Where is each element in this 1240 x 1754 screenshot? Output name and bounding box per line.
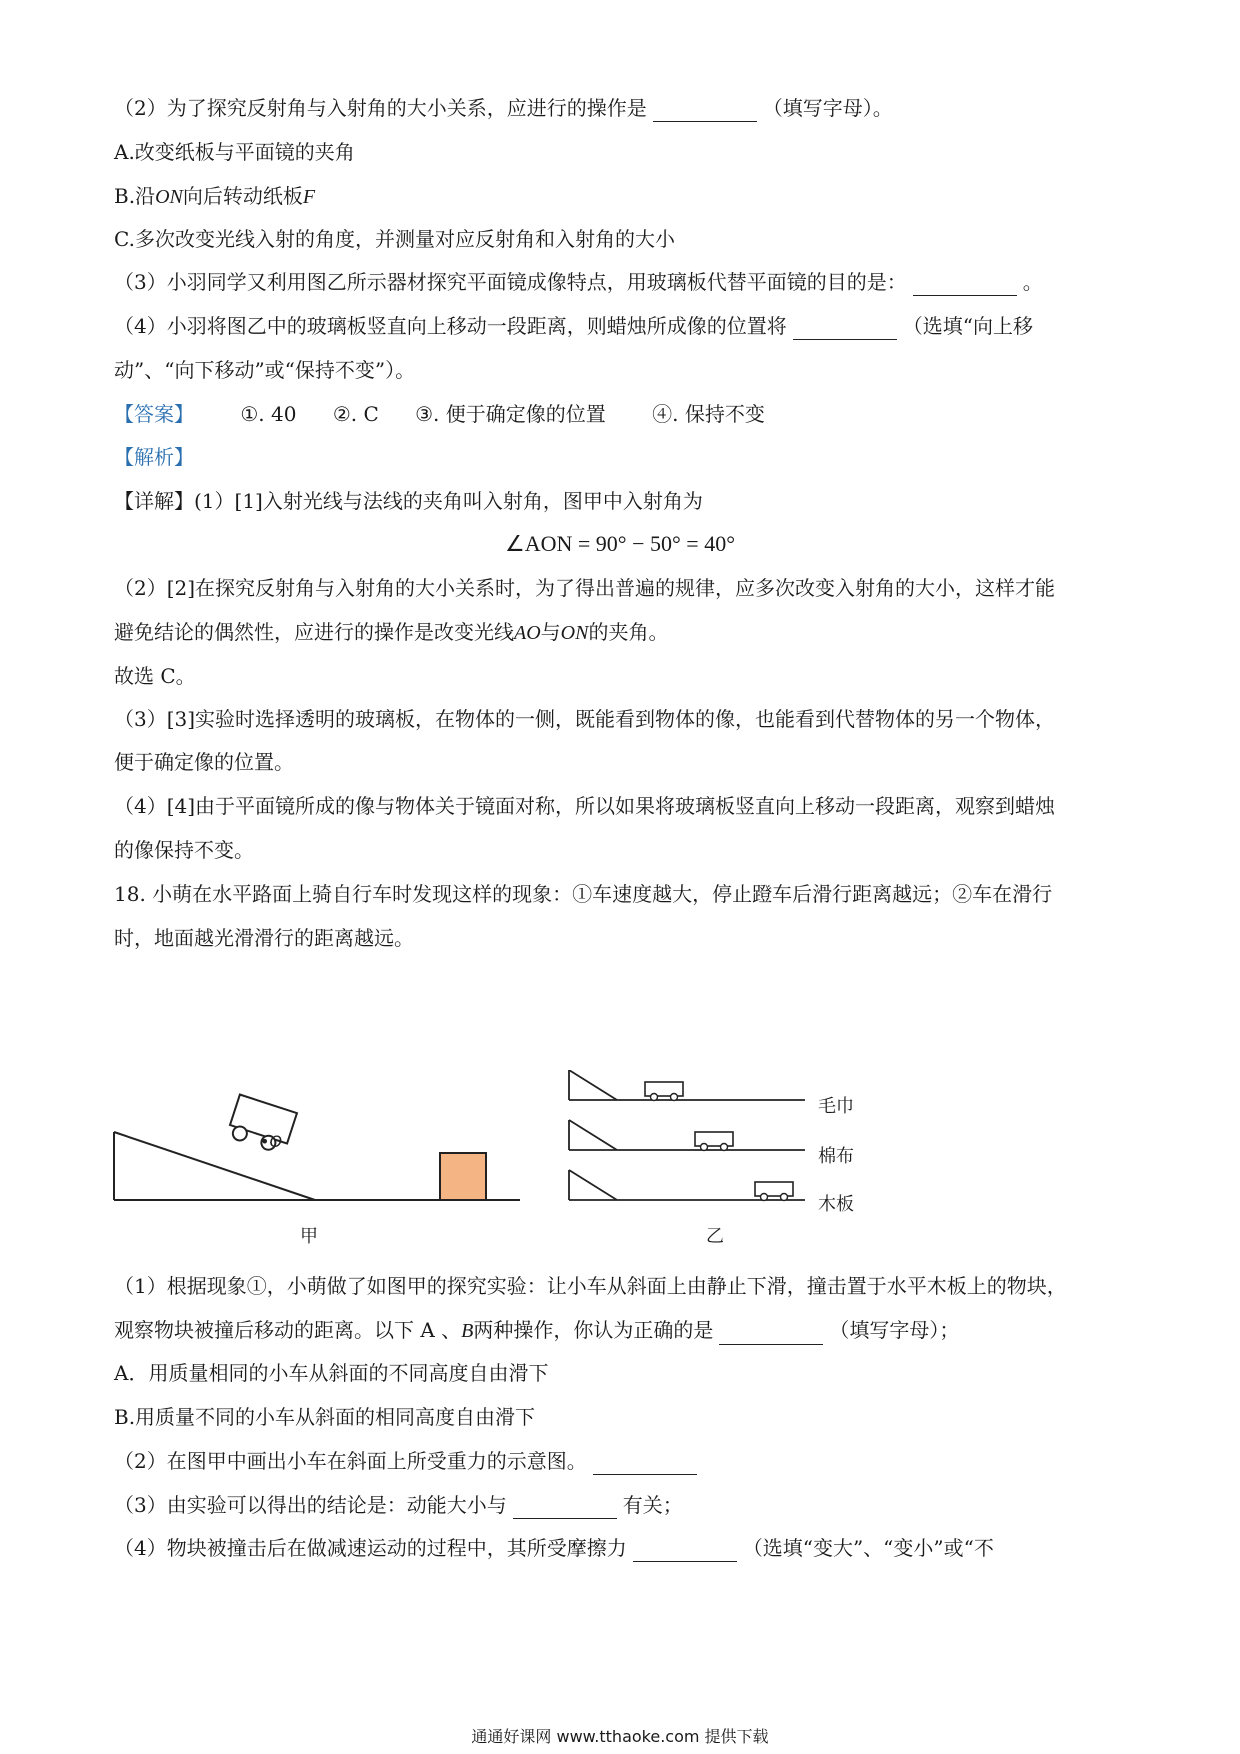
detail-2b-ao: AO bbox=[514, 622, 541, 644]
q18-part2-text: （2）在图甲中画出小车在斜面上所受重力的示意图。 bbox=[114, 1449, 587, 1473]
q17-option-b-pre: B.沿 bbox=[114, 184, 156, 208]
q18-part4-blank[interactable] bbox=[633, 1539, 737, 1562]
q18-part1b-mid: 两种操作，你认为正确的是 bbox=[473, 1318, 714, 1342]
figure-yi bbox=[565, 1070, 805, 1220]
q18-part1b-b: B bbox=[461, 1320, 474, 1342]
q17-part3-blank[interactable] bbox=[913, 273, 1017, 296]
answer-4: ④. 保持不变 bbox=[652, 402, 765, 426]
q17-part3 bbox=[114, 268, 1043, 296]
q17-option-c: C.多次改变光线入射的角度，并测量对应反射角和入射角的大小 bbox=[114, 227, 675, 251]
surface-label-towel: 毛巾 bbox=[818, 1096, 854, 1117]
detail-3a: （3）[3]实验时选择透明的玻璃板，在物体的一侧，既能看到物体的像，也能看到代替物体的另一个物体， bbox=[114, 707, 1056, 731]
detail-2b-pre: 避免结论的偶然性，应进行的操作是改变光线 bbox=[114, 620, 514, 644]
block bbox=[440, 1153, 486, 1200]
q18-part2 bbox=[114, 1447, 703, 1475]
q17-part4-text: （4）小羽将图乙中的玻璃板竖直向上移动一段距离，则蜡烛所成像的位置将 bbox=[114, 314, 787, 338]
surface-wood bbox=[569, 1170, 805, 1201]
q17-part3-text: （3）小羽同学又利用图乙所示器材探究平面镜成像特点，用玻璃板代替平面镜的目的是： bbox=[114, 270, 907, 294]
q17-part2-text: （2）为了探究反射角与入射角的大小关系，应进行的操作是 bbox=[114, 96, 647, 120]
detail-2a: （2）[2]在探究反射角与入射角的大小关系时，为了得出普遍的规律，应多次改变入射角的大小，这样才能 bbox=[114, 576, 1056, 600]
figure-jia-label: 甲 bbox=[300, 1226, 318, 1247]
surface-towel bbox=[569, 1070, 805, 1101]
detail-3b: 便于确定像的位置。 bbox=[114, 750, 294, 774]
answer-line bbox=[114, 400, 765, 428]
q18-part1b bbox=[114, 1316, 959, 1345]
q17-option-a: A.改变纸板与平面镜的夹角 bbox=[114, 140, 355, 164]
q18-part2-blank[interactable] bbox=[593, 1452, 697, 1475]
detail-4b: 的像保持不变。 bbox=[114, 838, 254, 862]
q17-part4-blank[interactable] bbox=[793, 317, 897, 340]
q18-option-a: A．用质量相同的小车从斜面的不同高度自由滑下 bbox=[114, 1361, 549, 1385]
q18-option-b: B.用质量不同的小车从斜面的相同高度自由滑下 bbox=[114, 1405, 536, 1429]
q17-part2-tail: （填写字母）。 bbox=[762, 96, 893, 120]
q18-part1b-tail: （填写字母）； bbox=[829, 1318, 960, 1342]
figure-jia bbox=[110, 1070, 530, 1210]
q18-part3-blank[interactable] bbox=[513, 1496, 617, 1519]
analysis-tag: 【解析】 bbox=[114, 445, 194, 469]
detail-4a: （4）[4]由于平面镜所成的像与物体关于镜面对称，所以如果将玻璃板竖直向上移动一段距离，观察到蜡烛 bbox=[114, 794, 1056, 818]
footer-source: 通通好课网 www.tthaoke.com 提供下载 bbox=[471, 1727, 769, 1746]
q17-part4-tail: （选填“向上移 bbox=[902, 314, 1033, 338]
answer-3: ③. 便于确定像的位置 bbox=[415, 402, 606, 426]
detail-2b-on: ON bbox=[560, 622, 589, 644]
q17-part2 bbox=[114, 94, 893, 122]
q18-stem-1: 18. 小萌在水平路面上骑自行车时发现这样的现象：①车速度越大，停止蹬车后滑行距离越远；②车在滑行 bbox=[114, 882, 1053, 906]
answer-tag: 【答案】 bbox=[114, 402, 194, 426]
q17-part3-tail: 。 bbox=[1022, 270, 1043, 294]
surface-cotton bbox=[569, 1120, 805, 1151]
q17-option-b bbox=[114, 182, 315, 211]
q17-option-b-on: ON bbox=[155, 186, 183, 208]
q18-part1b-pre: 观察物块被撞后移动的距离。以下 A 、 bbox=[114, 1318, 462, 1342]
q18-part3-tail: 有关； bbox=[622, 1493, 683, 1517]
formula-aon: ∠AON = 90° − 50° = 40° bbox=[504, 531, 735, 556]
surface-label-wood: 木板 bbox=[818, 1194, 854, 1215]
q17-option-b-mid: 向后转动纸板 bbox=[182, 184, 303, 208]
q17-part4-line2: 动”、“向下移动”或“保持不变”）。 bbox=[114, 358, 416, 382]
q18-stem-2: 时，地面越光滑滑行的距离越远。 bbox=[114, 926, 414, 950]
q18-part4 bbox=[114, 1534, 994, 1562]
q17-option-b-f: F bbox=[302, 186, 316, 208]
point-o: •O bbox=[260, 1132, 283, 1151]
answer-2: ②. C bbox=[332, 402, 379, 426]
q18-part4-tail: （选填“变大”、“变小”或“不 bbox=[742, 1536, 994, 1560]
surface-label-cotton: 棉布 bbox=[818, 1146, 854, 1167]
detail-2b bbox=[114, 618, 668, 647]
q18-part3 bbox=[114, 1491, 683, 1519]
q18-part4-pre: （4）物块被撞击后在做减速运动的过程中，其所受摩擦力 bbox=[114, 1536, 627, 1560]
q18-part1a: （1）根据现象①，小萌做了如图甲的探究实验：让小车从斜面上由静止下滑，撞击置于水平木板上的物块， bbox=[114, 1274, 1067, 1298]
detail-2c: 故选 C。 bbox=[114, 664, 196, 688]
detail-2b-tail: 的夹角。 bbox=[588, 620, 669, 644]
q18-part1-blank[interactable] bbox=[719, 1322, 823, 1345]
answer-1: ①. 40 bbox=[240, 402, 297, 426]
detail-1: 【详解】(1）[1]入射光线与法线的夹角叫入射角，图甲中入射角为 bbox=[114, 489, 703, 513]
figure-yi-label: 乙 bbox=[706, 1226, 724, 1247]
q18-part3-pre: （3）由实验可以得出的结论是：动能大小与 bbox=[114, 1493, 507, 1517]
q17-part2-blank[interactable] bbox=[653, 99, 757, 122]
detail-2b-mid: 与 bbox=[540, 620, 561, 644]
q17-part4 bbox=[114, 312, 1033, 340]
